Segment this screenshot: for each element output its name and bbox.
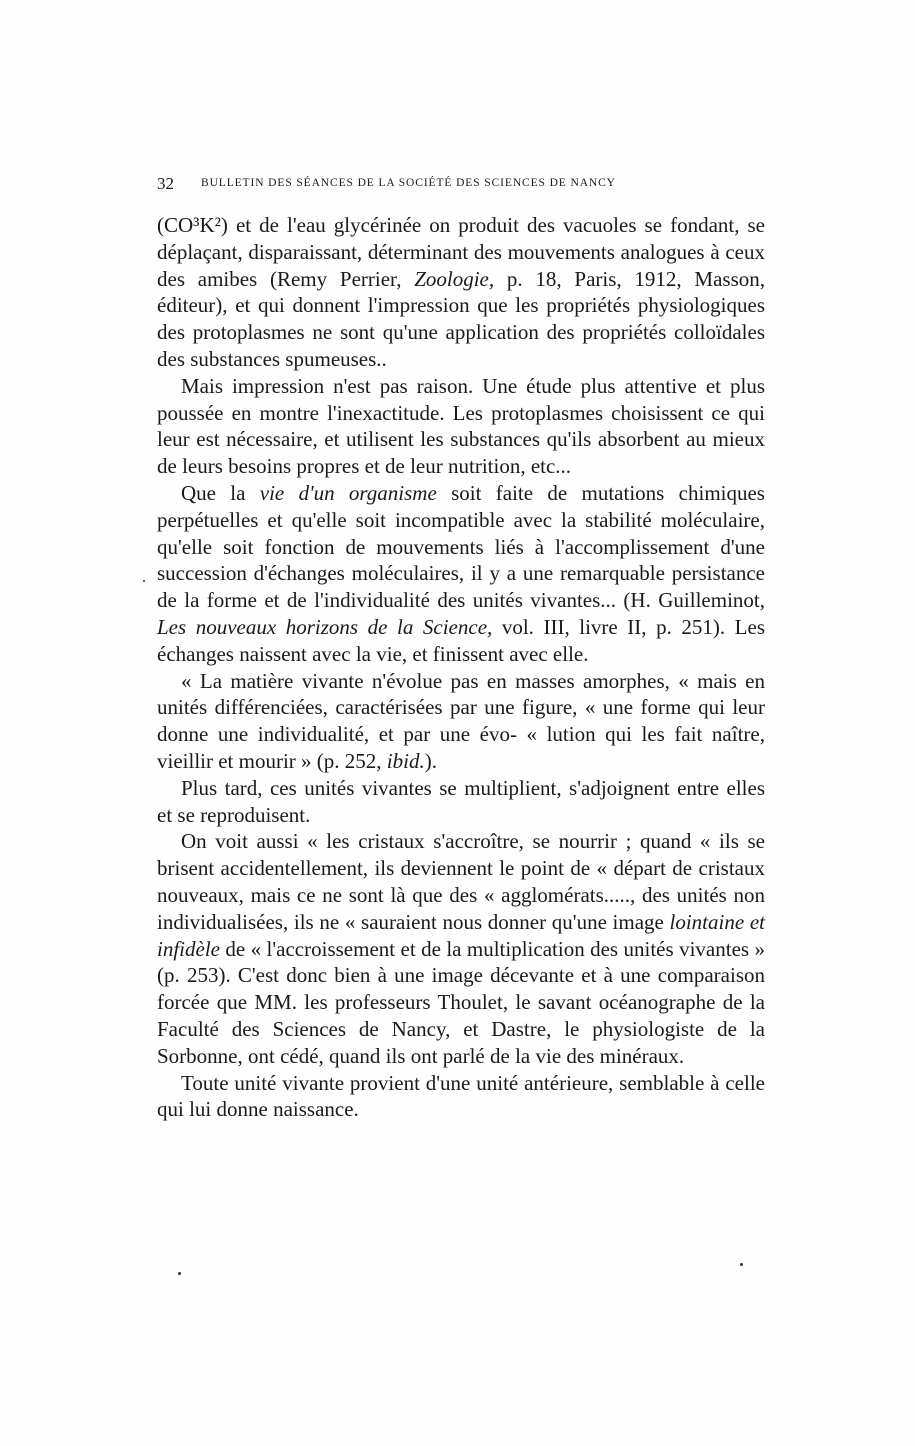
paragraph-4-quote — [157, 668, 765, 775]
italic-span: Les nouveaux horizons de la Science, — [157, 614, 493, 639]
paragraph-7: Toute unité vivante provient d'une unité antérieure, semblable à celle qui lui donne naissance. — [157, 1070, 765, 1122]
scan-speck — [143, 580, 145, 582]
running-title: BULLETIN DES SÉANCES DE LA SOCIÉTÉ DES SCIENCES DE NANCY — [201, 177, 616, 189]
paragraph-2: Mais impression n'est pas raison. Une étude plus attentive et plus poussée en montre l'inexactitude. Les protoplasmes choisissent ce qui leur est nécessaire, et utilisent les substances qu'ils absorbent au mieux de leurs besoins propres et de leur nutrition, etc... — [157, 373, 765, 479]
paragraph-5: Plus tard, ces unités vivantes se multiplient, s'adjoignent entre elles et se reproduisent. — [157, 775, 765, 827]
text-span: de « l'accroissement et de la multiplication des unités vivantes » (p. 253). C'est donc bien à une image décevante et à une comparaison forcée que MM. les professeurs Thoulet, le savant océanographe de la Faculté des Sciences de Nancy, et Dastre, le physiologiste de la Sorbonne, ont cédé, quand ils ont parlé de la vie des minéraux. — [157, 936, 765, 1068]
paragraph-3 — [157, 480, 765, 668]
page-number: 32 — [157, 174, 174, 193]
text-span: On voit aussi « les cristaux s'accroître, se nourrir ; quand « ils se brisent accidentellement, ils deviennent le point de « départ de cristaux nouveaux, mais ce ne sont là que des « agglomérats....., des unités non individualisées, ils ne « sauraient nous donner qu'une image — [157, 829, 765, 934]
text-span: vol. III, livre II, p. 251). Les échanges naissent avec la vie, et finissent avec elle. — [157, 614, 765, 666]
text-span: Que la — [181, 480, 260, 505]
scan-speck — [178, 1272, 181, 1275]
text-span: « La matière vivante n'évolue pas en masses amorphes, « mais en unités différenciées, caractérisées par une figure, « une forme qui leur donne une individualité, et par une évo- « lution qui les fait naître, vieillir et mourir » (p. 252, — [157, 668, 765, 773]
text-span: (CO³K²) et de l'eau glycérinée on produit des vacuoles se fondant, se déplaçant, disparaissant, déterminant des mouvements analogues à ceux des amibes (Remy Perrier, — [157, 213, 765, 291]
italic-span: vie d'un organisme — [259, 480, 437, 505]
paragraph-6 — [157, 828, 765, 1069]
text-span: ). — [424, 748, 437, 773]
text-span: p. 18, Paris, 1912, Masson, éditeur), et qui donnent l'impression que les propriétés physiologiques des protoplasmes ne sont qu'une application des propriétés colloïdales des substances spumeuses.. — [157, 266, 765, 371]
scan-speck — [740, 1263, 743, 1266]
italic-span: Zoologie, — [414, 266, 495, 291]
paragraph-1 — [157, 212, 765, 373]
running-head — [157, 174, 767, 196]
italic-span: ibid. — [386, 748, 425, 773]
text-span: soit faite de mutations chimiques perpétuelles et qu'elle soit incompatible avec la stabilité moléculaire, qu'elle soit fonction de mouvements liés à l'accomplissement d'une succession d'échanges moléculaires, il y a une remarquable persistance de la forme et de l'individualité des unités vivantes... (H. Guilleminot, — [157, 480, 765, 613]
italic-span: lointaine et infidèle — [157, 909, 765, 961]
body-text — [157, 212, 765, 1123]
